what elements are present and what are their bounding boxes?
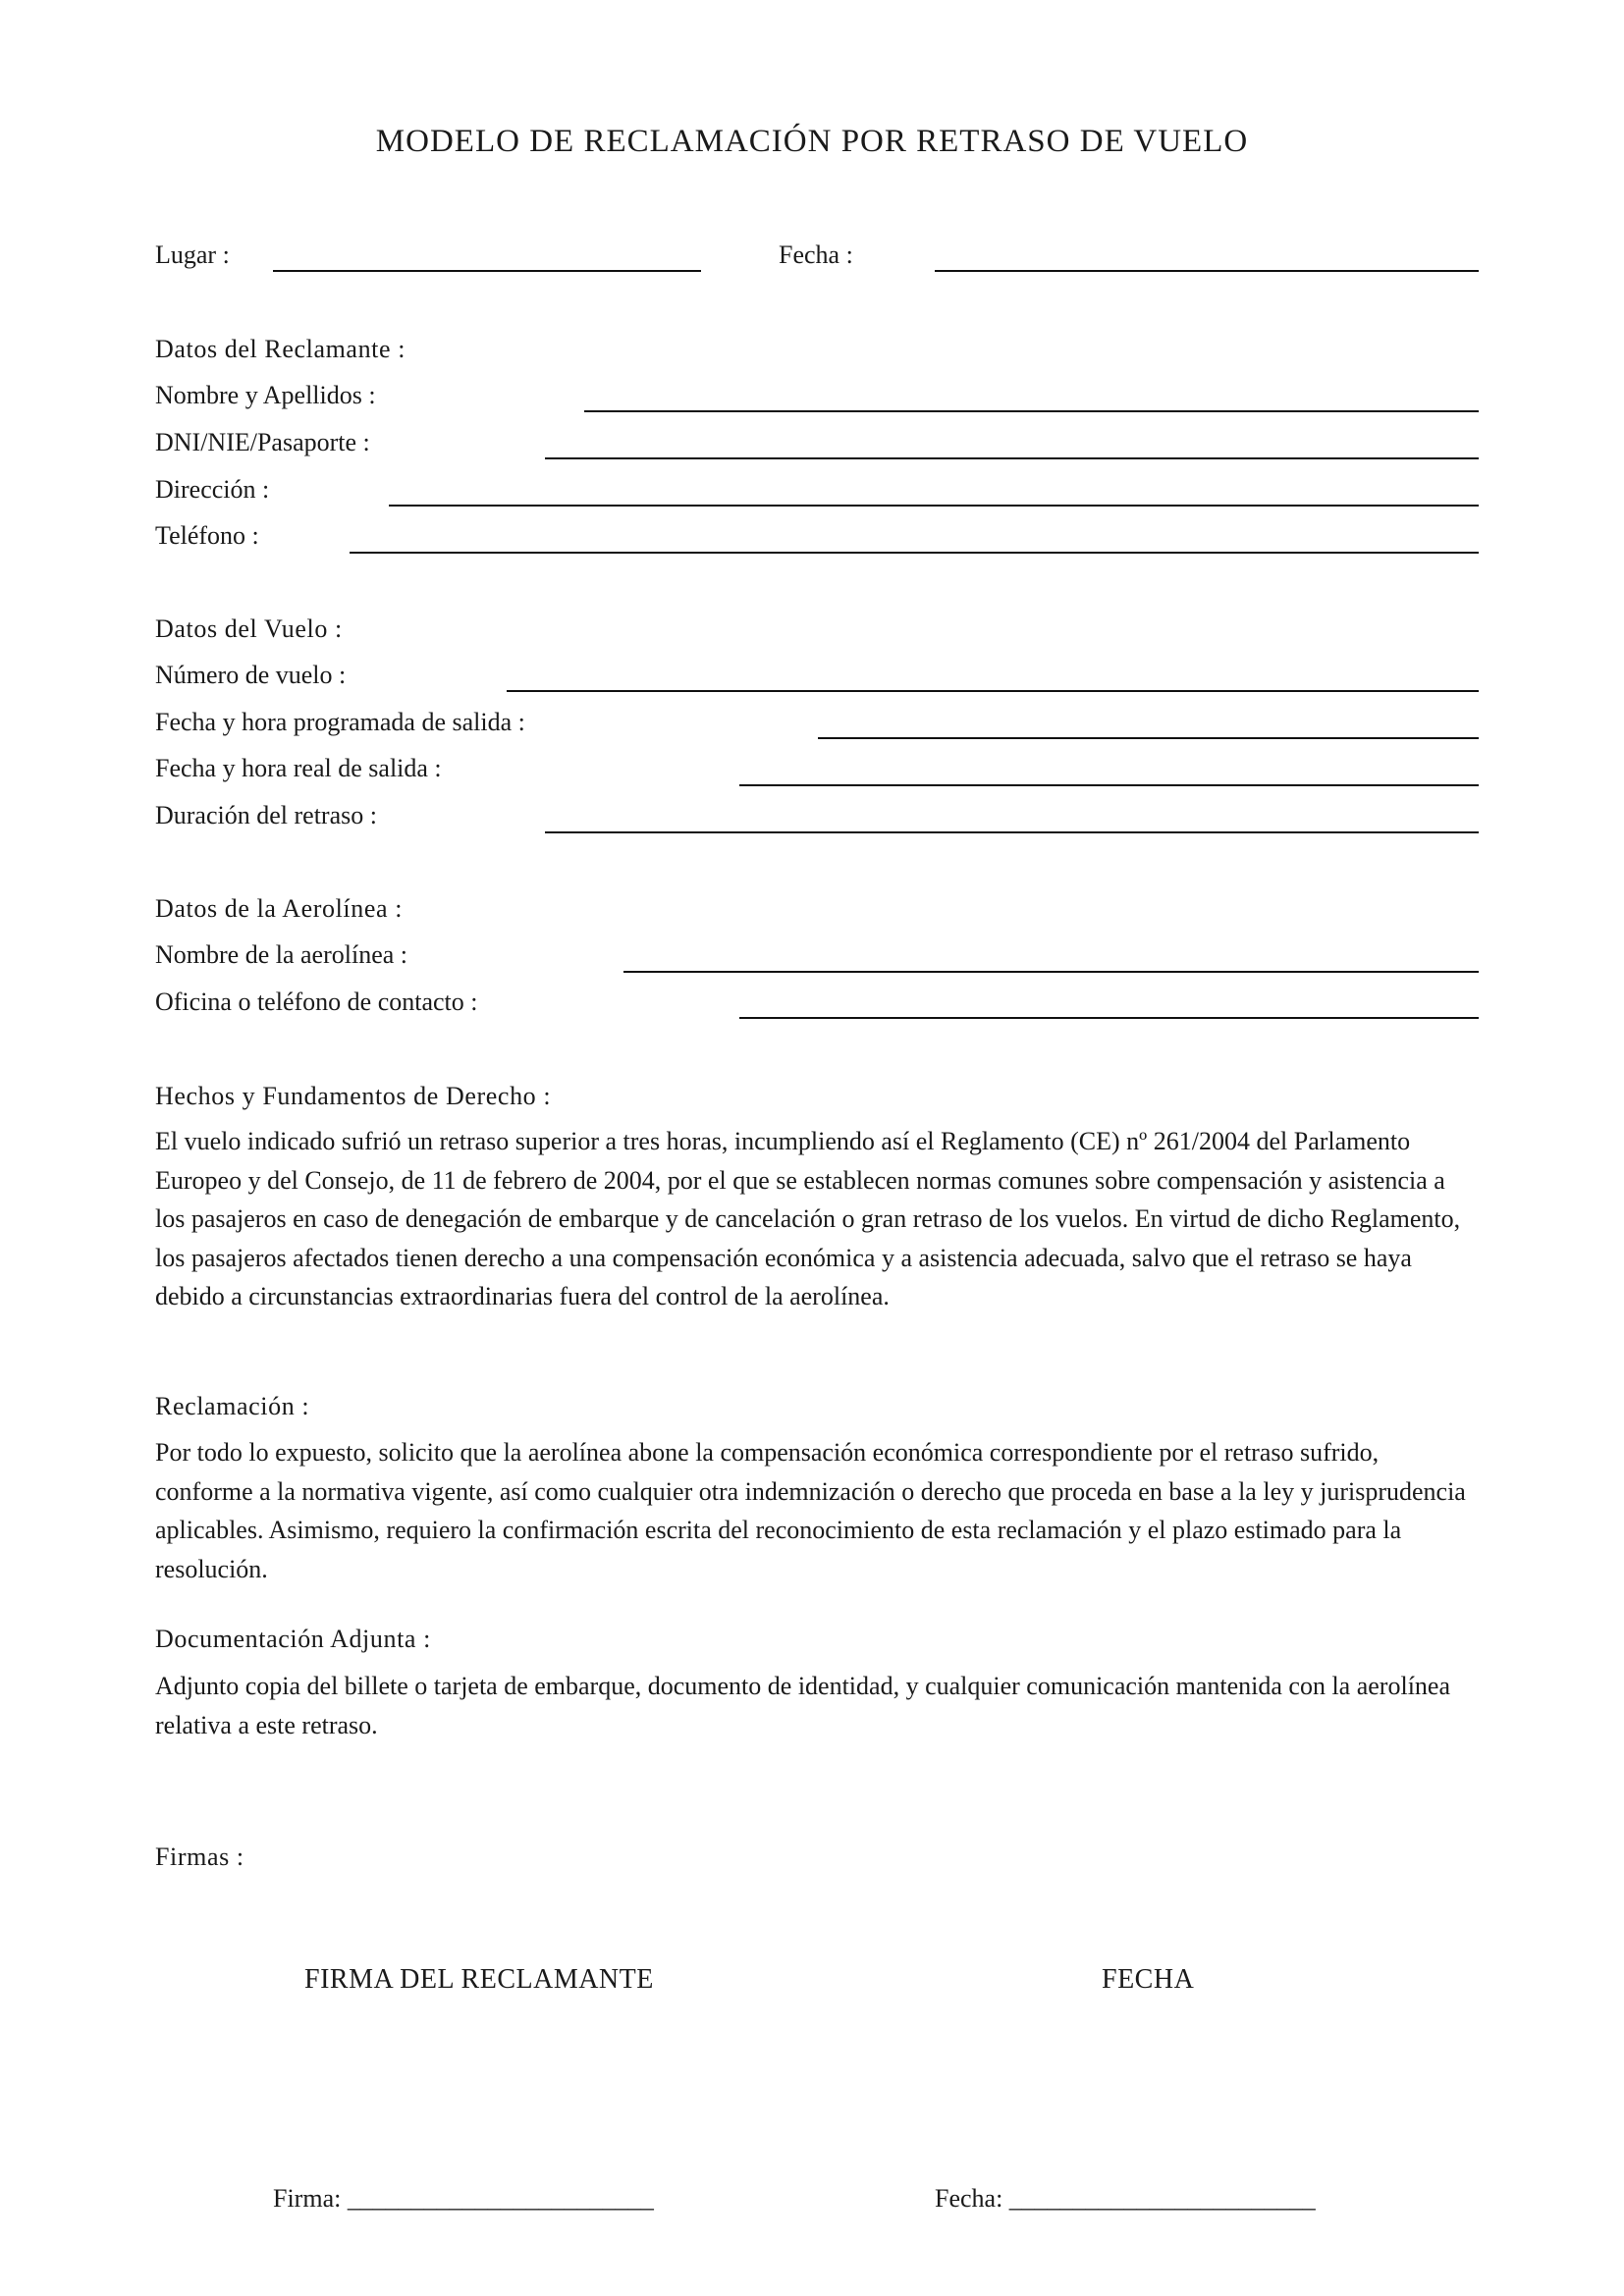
direccion-label: Dirección : (155, 475, 270, 504)
numero-vuelo-label: Número de vuelo : (155, 661, 347, 689)
hora-programada-label: Fecha y hora programada de salida : (155, 708, 525, 736)
dni-label: DNI/NIE/Pasaporte : (155, 428, 370, 456)
contacto-aerolinea-label: Oficina o teléfono de contacto : (155, 988, 478, 1016)
telefono-field[interactable] (350, 552, 1479, 554)
nombre-apellidos-field[interactable] (584, 410, 1479, 412)
hechos-heading: Hechos y Fundamentos de Derecho : (155, 1082, 552, 1110)
nombre-aerolinea-field[interactable] (623, 971, 1479, 973)
document-title: MODELO DE RECLAMACIÓN POR RETRASO DE VUELO (375, 124, 1249, 159)
hora-real-label: Fecha y hora real de salida : (155, 754, 442, 782)
reclamante-heading: Datos del Reclamante : (155, 335, 406, 363)
fecha-field[interactable] (935, 270, 1479, 272)
firma-reclamante-heading: FIRMA DEL RECLAMANTE (304, 1964, 654, 1995)
lugar-label: Lugar : (155, 240, 230, 269)
dni-field[interactable] (545, 457, 1479, 459)
firmas-heading: Firmas : (155, 1842, 244, 1871)
fecha-firma-field[interactable]: Fecha: ________________________ (935, 2184, 1316, 2213)
hora-programada-field[interactable] (818, 737, 1479, 739)
firma-field[interactable]: Firma: ________________________ (273, 2184, 654, 2213)
vuelo-heading: Datos del Vuelo : (155, 614, 343, 643)
nombre-aerolinea-label: Nombre de la aerolínea : (155, 940, 407, 969)
hora-real-field[interactable] (739, 784, 1479, 786)
reclamacion-heading: Reclamación : (155, 1392, 310, 1420)
lugar-field[interactable] (273, 270, 701, 272)
direccion-field[interactable] (389, 505, 1479, 507)
contacto-aerolinea-field[interactable] (739, 1017, 1479, 1019)
duracion-retraso-field[interactable] (545, 831, 1479, 833)
fecha-firma-heading: FECHA (1102, 1964, 1195, 1995)
hechos-text: El vuelo indicado sufrió un retraso superior a tres horas, incumpliendo así el Reglamento (CE) nº 261/2004 del Parlamento Europeo y del Consejo, de 11 de febrero de 2004, por el que se establecen normas comunes sobre compensación y asistencia a los pasajeros en caso de denegación de embarque y de cancelación o gran retraso de los vuelos. En virtud de dicho Reglamento, los pasajeros afectados tienen derecho a una compensación económica y a asistencia adecuada, salvo que el retraso se haya debido a circunstancias extraordinarias fuera del control de la aerolínea. (155, 1127, 1461, 1311)
documentacion-heading: Documentación Adjunta : (155, 1625, 431, 1653)
nombre-apellidos-label: Nombre y Apellidos : (155, 381, 376, 409)
reclamacion-text: Por todo lo expuesto, solicito que la aerolínea abone la compensación económica correspondiente por el retraso sufrido, conforme a la normativa vigente, así como cualquier otra indemnización o derecho que proceda en base a la ley y jurisprudencia aplicables. Asimismo, requiero la confirmación escrita del reconocimiento de esta reclamación y el plazo estimado para la resolución. (155, 1438, 1466, 1583)
numero-vuelo-field[interactable] (507, 690, 1479, 692)
documentacion-text: Adjunto copia del billete o tarjeta de embarque, documento de identidad, y cualquier comunicación mantenida con la aerolínea relativa a este retraso. (155, 1672, 1450, 1739)
duracion-retraso-label: Duración del retraso : (155, 801, 377, 829)
telefono-label: Teléfono : (155, 521, 259, 550)
fecha-label: Fecha : (779, 240, 853, 269)
aerolinea-heading: Datos de la Aerolínea : (155, 894, 404, 923)
